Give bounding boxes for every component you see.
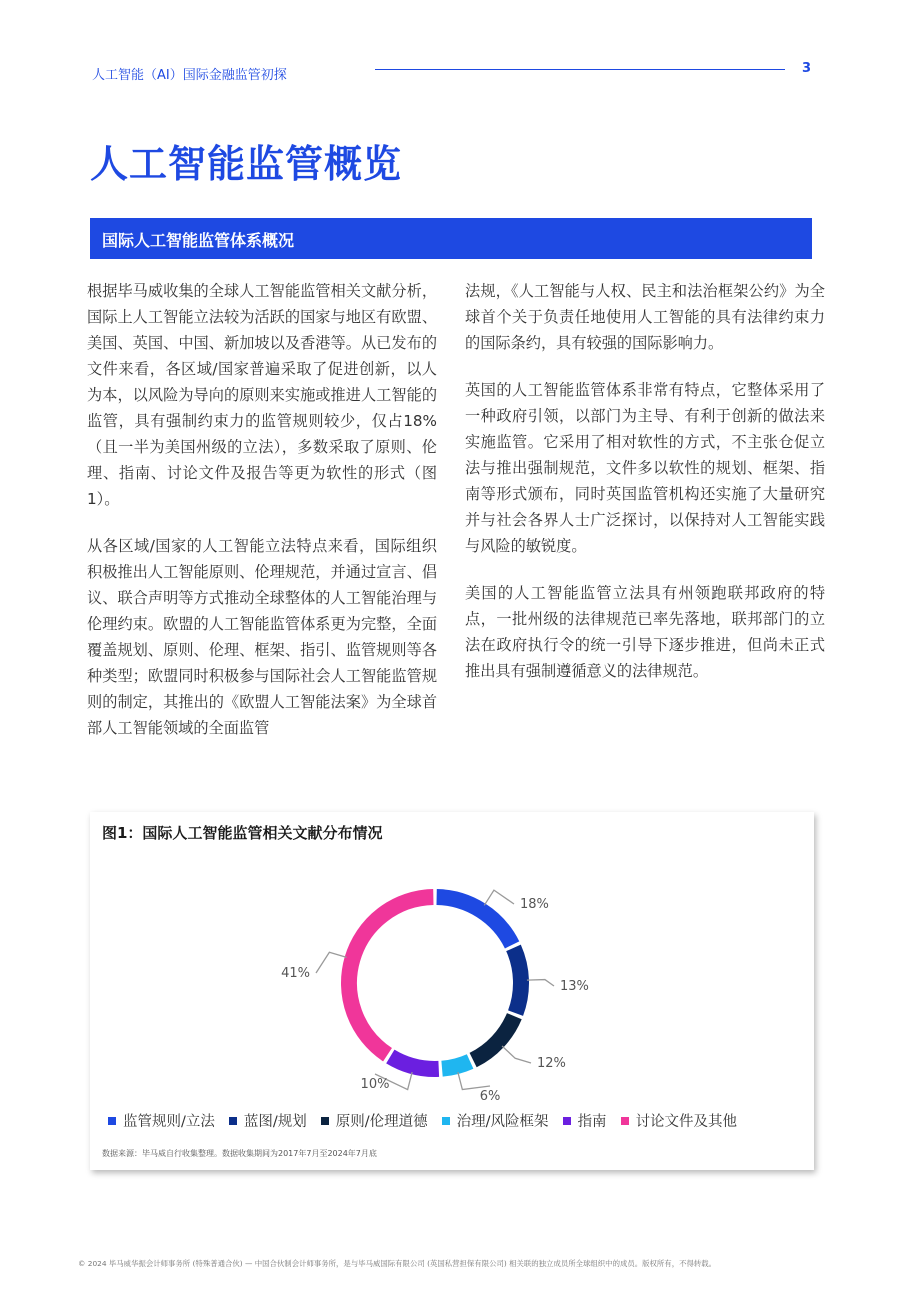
page-title: 人工智能监管概览: [90, 142, 403, 186]
legend-label: 讨论文件及其他: [635, 1114, 738, 1130]
paragraph: 法规，《人工智能与人权、民主和法治框架公约》为全球首个关于负责任地使用人工智能的具有法律约束力的国际条约，具有较强的国际影响力。: [465, 282, 825, 352]
figure-source: 数据来源：毕马威自行收集整理。数据收集期间为2017年7月至2024年7月底: [102, 1149, 377, 1158]
footer-copyright: © 2024 毕马威华振会计师事务所 (特殊普通合伙) — 中国合伙制会计师事务所，是与毕马威国际有限公司 (英国私营担保有限公司) 相关联的独立成员所全球组织中的成员。版权所有，不得转载。: [78, 1259, 717, 1268]
label-leader-line: [484, 890, 514, 905]
donut-slice: [437, 897, 512, 945]
chart-legend: [108, 1110, 751, 1131]
legend-swatch: [108, 1117, 116, 1125]
legend-swatch: [321, 1117, 329, 1125]
data-label: 10%: [360, 1077, 390, 1092]
legend-item: [621, 1110, 738, 1131]
donut-slice: [390, 1056, 438, 1069]
legend-item: [442, 1110, 549, 1131]
paragraph: 从各区域/国家的人工智能立法特点来看，国际组织积极推出人工智能原则、伦理规范，并通过宣言、倡议、联合声明等方式推动全球整体的人工智能治理与伦理约束。欧盟的人工智能监管体系更为完整，全面覆盖规划、原则、伦理、框架、指引、监管规则等各种类型；欧盟同时积极参与国际社会人工智能监管规则的制定，其推出的《欧盟人工智能法案》为全球首部人工智能领域的全面监管: [87, 537, 437, 737]
left-column: [87, 278, 437, 762]
donut-slice: [442, 1062, 470, 1069]
paragraph: 根据毕马威收集的全球人工智能监管相关文献分析，国际上人工智能立法较为活跃的国家与地区有欧盟、美国、英国、中国、新加坡以及香港等。从已发布的文件来看，各区域/国家普遍采取了促进创新，以人为本，以风险为导向的原则来实施或推进人工智能的监管，具有强制约束力的监管规则较少，仅占18%（且一半为美国州级的立法），多数采取了原则、伦理、指南、讨论文件及报告等更为软性的形式（图1）。: [87, 282, 437, 508]
legend-label: 原则/伦理道德: [335, 1114, 428, 1130]
donut-slice: [514, 948, 521, 1013]
legend-item: [229, 1110, 307, 1131]
legend-label: 蓝图/规划: [243, 1114, 307, 1130]
legend-item: [563, 1110, 607, 1131]
data-label: 12%: [537, 1056, 566, 1071]
legend-label: 治理/风险框架: [456, 1114, 549, 1130]
paragraph: 美国的人工智能监管立法具有州领跑联邦政府的特点，一批州级的法律规范已率先落地，联邦部门的立法在政府执行令的统一引导下逐步推进，但尚未正式推出具有强制遵循意义的法律规范。: [465, 584, 825, 680]
legend-label: 指南: [577, 1114, 607, 1130]
label-leader-line: [527, 980, 554, 986]
data-label: 6%: [479, 1089, 501, 1104]
header-rule: [375, 69, 785, 70]
donut-slice: [473, 1016, 514, 1060]
header-title: 人工智能（AI）国际金融监管初探: [92, 68, 287, 83]
donut-slice: [349, 897, 433, 1055]
data-label: 13%: [560, 979, 589, 994]
label-leader-line: [458, 1072, 490, 1089]
section-heading-bar: [90, 218, 812, 259]
legend-swatch: [621, 1117, 629, 1125]
section-heading: 国际人工智能监管体系概况: [102, 231, 295, 250]
right-column: [465, 278, 825, 705]
legend-item: [321, 1110, 428, 1131]
data-label: 41%: [281, 966, 310, 981]
donut-chart: [90, 812, 814, 1112]
page-number: 3: [802, 61, 812, 76]
legend-label: 监管规则/立法: [123, 1114, 215, 1130]
legend-item: [108, 1110, 215, 1131]
figure-title: 图1：国际人工智能监管相关文献分布情况: [102, 824, 383, 842]
legend-swatch: [442, 1117, 450, 1125]
figure-box: [90, 812, 814, 1170]
label-leader-line: [502, 1046, 531, 1063]
legend-swatch: [229, 1117, 237, 1125]
data-label: 18%: [520, 897, 549, 912]
paragraph: 英国的人工智能监管体系非常有特点，它整体采用了一种政府引领，以部门为主导、有利于创新的做法来实施监管。它采用了相对软性的方式，不主张仓促立法与推出强制规范，文件多以软性的规划、框架、指南等形式颁布，同时英国监管机构还实施了大量研究并与社会各界人士广泛探讨，以保持对人工智能实践与风险的敏锐度。: [465, 381, 825, 555]
legend-swatch: [563, 1117, 571, 1125]
